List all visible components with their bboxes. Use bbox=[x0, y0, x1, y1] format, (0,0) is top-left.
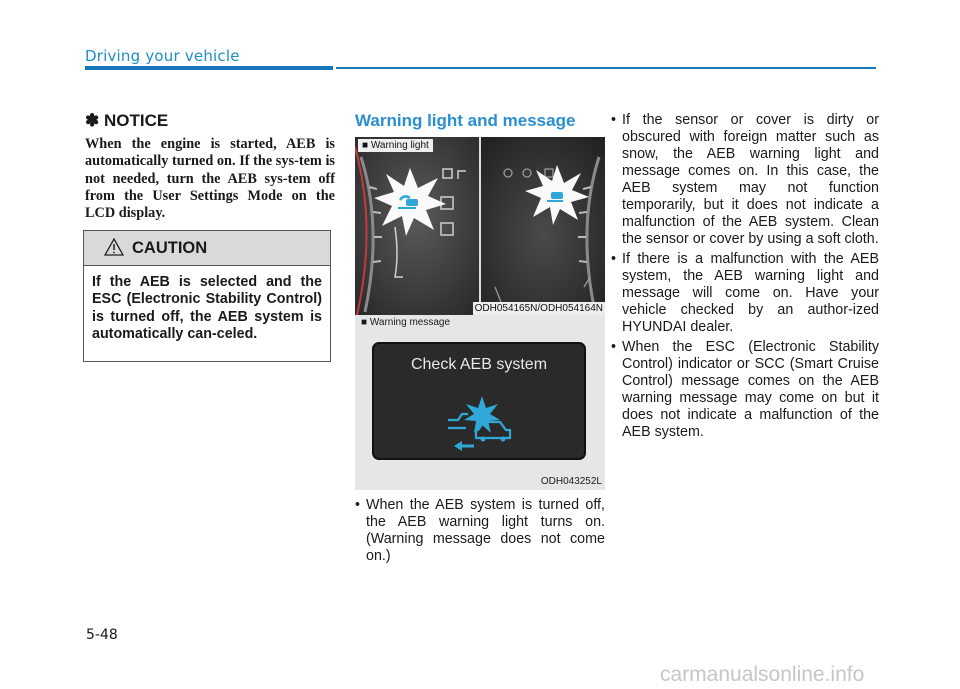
list-item: • If there is a malfunction with the AEB system, the AEB warning light and message will come on. Have your vehicle checked by an author-ized HYUNDAI dealer. bbox=[611, 251, 879, 336]
page-number: 5-48 bbox=[86, 627, 118, 643]
bullet-list-col2 bbox=[355, 497, 605, 568]
warning-light-figure-code: ODH054165N/ODH054164N bbox=[474, 303, 603, 314]
warning-triangle-icon bbox=[104, 238, 124, 256]
caution-box bbox=[83, 230, 331, 362]
header-rule-light bbox=[336, 67, 876, 69]
caution-header bbox=[84, 231, 330, 266]
list-item: • If the sensor or cover is dirty or obscured with foreign matter such as snow, the AEB warning light and message comes on. In this case, the AEB system may not function temporarily, but it does not indicate a malfunction of the AEB system. Clean the sensor or cover by using a soft cloth. bbox=[611, 112, 879, 248]
warning-message-label: ■ Warning message bbox=[361, 317, 451, 328]
lcd-display bbox=[372, 342, 586, 460]
warning-message-figure bbox=[355, 315, 605, 490]
watermark: carmanualsonline.info bbox=[660, 663, 865, 686]
instrument-cluster-illustration bbox=[355, 137, 605, 315]
caution-text: If the AEB is selected and the ESC (Electronic Stability Control) is turned off, the AEB system is automatically can-celed. bbox=[92, 274, 322, 342]
warning-light-figure bbox=[355, 137, 605, 315]
warning-light-label: ■ Warning light bbox=[358, 139, 433, 152]
list-item: • When the ESC (Electronic Stability Control) indicator or SCC (Smart Cruise Control) message comes on the AEB warning message may come on but it does not indicate a malfunction of the AEB system. bbox=[611, 339, 879, 441]
warning-message-figure-code: ODH043252L bbox=[540, 476, 602, 487]
warning-heading: Warning light and message bbox=[355, 111, 576, 130]
lcd-message-text: Check AEB system bbox=[410, 356, 548, 373]
caution-title: CAUTION bbox=[132, 239, 208, 257]
section-title: Driving your vehicle bbox=[85, 47, 240, 65]
notice-text: When the engine is started, AEB is automatically turned on. If the sys-tem is not needed, turn the AEB sys-tem off from the User Settings Mode on the LCD display. bbox=[85, 136, 335, 222]
bullet-list-col3 bbox=[611, 112, 879, 444]
aeb-warning-icon bbox=[444, 394, 524, 452]
header-rule-dark bbox=[85, 66, 333, 70]
notice-title: ✽ NOTICE bbox=[85, 111, 169, 130]
list-item: • When the AEB system is turned off, the AEB warning light turns on. (Warning message does not come on.) bbox=[355, 497, 605, 565]
